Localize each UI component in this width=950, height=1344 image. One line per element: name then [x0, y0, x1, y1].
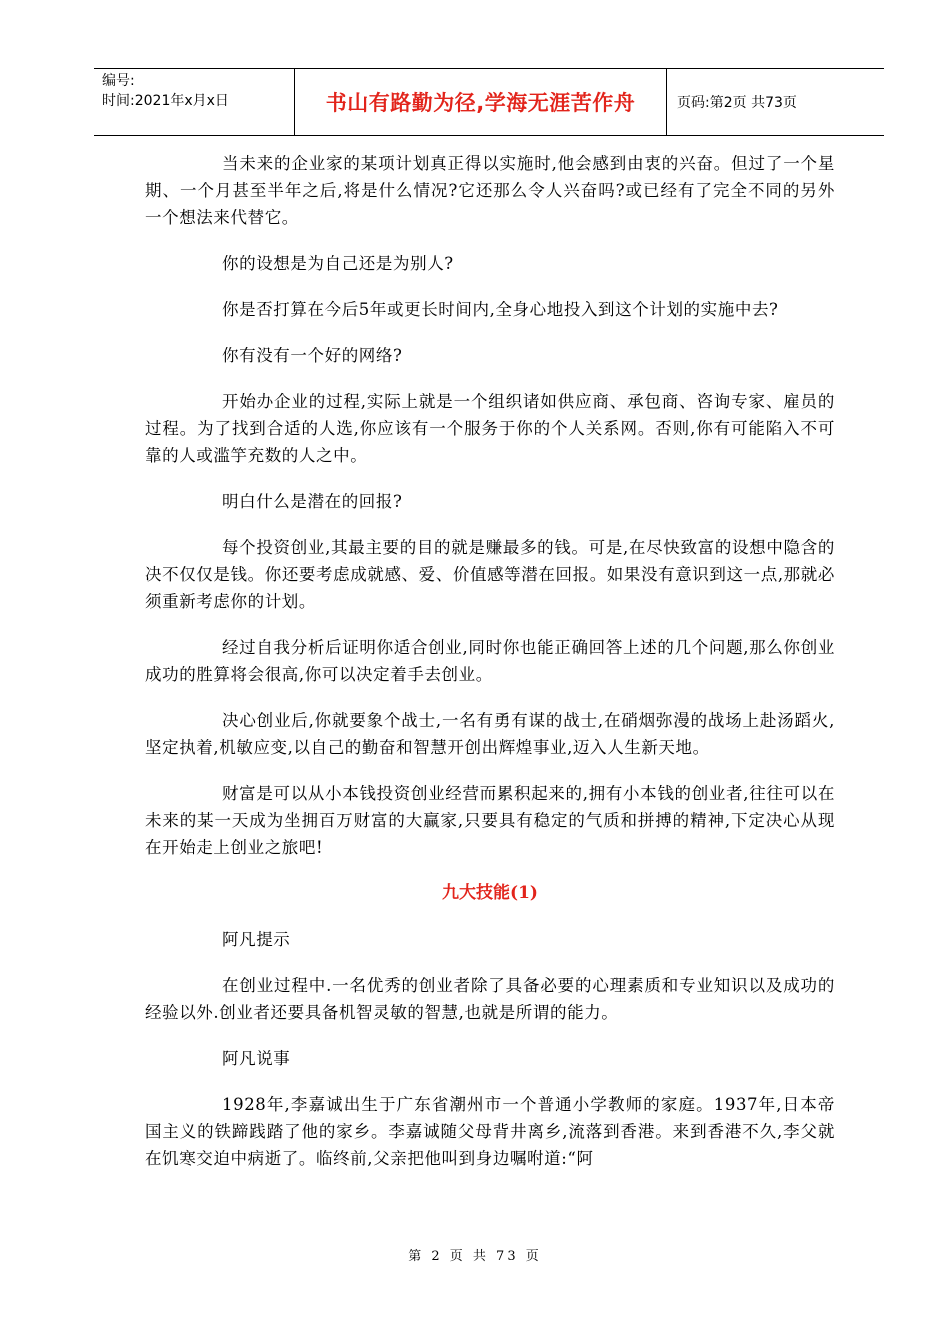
section-heading: 九大技能(1) — [442, 883, 538, 903]
header-time-label: 时间:2021年x月x日 — [102, 93, 229, 109]
paragraph: 阿凡提示 — [222, 930, 291, 949]
header-motto: 书山有路勤为径,学海无涯苦作舟 — [295, 69, 667, 135]
paragraph: 当未来的企业家的某项计划真正得以实施时,他会感到由衷的兴奋。但过了一个星期、一个月甚至半年之后,将是什么情况?它还那么令人兴奋吗?或已经有了完全不同的另外一个想法来代替它。 — [145, 154, 835, 227]
header-meta — [94, 69, 295, 135]
header-page-label: 页码:第2页 共73页 — [677, 95, 797, 111]
paragraph: 每个投资创业,其最主要的目的就是赚最多的钱。可是,在尽快致富的设想中隐含的决不仅仅是钱。你还要考虑成就感、爱、价值感等潜在回报。如果没有意识到这一点,那就必须重新考虑你的计划。 — [145, 538, 835, 611]
paragraph: 在创业过程中.一名优秀的创业者除了具备必要的心理素质和专业知识以及成功的经验以外.创业者还要具备机智灵敏的智慧,也就是所谓的能力。 — [145, 976, 835, 1022]
paragraph: 明白什么是潜在的回报? — [222, 492, 403, 511]
paragraph: 你是否打算在今后5年或更长时间内,全身心地投入到这个计划的实施中去? — [222, 300, 779, 319]
page-footer: 第 2 页 共 73 页 — [408, 1249, 542, 1264]
paragraph: 财富是可以从小本钱投资创业经营而累积起来的,拥有小本钱的创业者,往往可以在未来的某一天成为坐拥百万财富的大赢家,只要具有稳定的气质和拼搏的精神,下定决心从现在开始走上创业之旅吧! — [145, 784, 835, 857]
paragraph: 你有没有一个好的网络? — [222, 346, 403, 365]
paragraph: 阿凡说事 — [222, 1049, 291, 1068]
page-header — [94, 68, 884, 136]
header-number-label: 编号: — [102, 73, 135, 89]
paragraph: 经过自我分析后证明你适合创业,同时你也能正确回答上述的几个问题,那么你创业成功的胜算将会很高,你可以决定着手去创业。 — [145, 638, 835, 684]
document-body — [145, 150, 835, 1191]
paragraph: 决心创业后,你就要象个战士,一名有勇有谋的战士,在硝烟弥漫的战场上赴汤蹈火,坚定执着,机敏应变,以自己的勤奋和智慧开创出辉煌事业,迈入人生新天地。 — [145, 711, 835, 757]
paragraph: 你的设想是为自己还是为别人? — [222, 254, 454, 273]
paragraph: 开始办企业的过程,实际上就是一个组织诸如供应商、承包商、咨询专家、雇员的过程。为了找到合适的人选,你应该有一个服务于你的个人关系网。否则,你有可能陷入不可靠的人或滥竽充数的人之中。 — [145, 392, 835, 465]
paragraph: 1928年,李嘉诚出生于广东省潮州市一个普通小学教师的家庭。1937年,日本帝国主义的铁蹄践踏了他的家乡。李嘉诚随父母背井离乡,流落到香港。来到香港不久,李父就在饥寒交迫中病逝了。临终前,父亲把他叫到身边嘱咐道:“阿 — [145, 1095, 835, 1168]
